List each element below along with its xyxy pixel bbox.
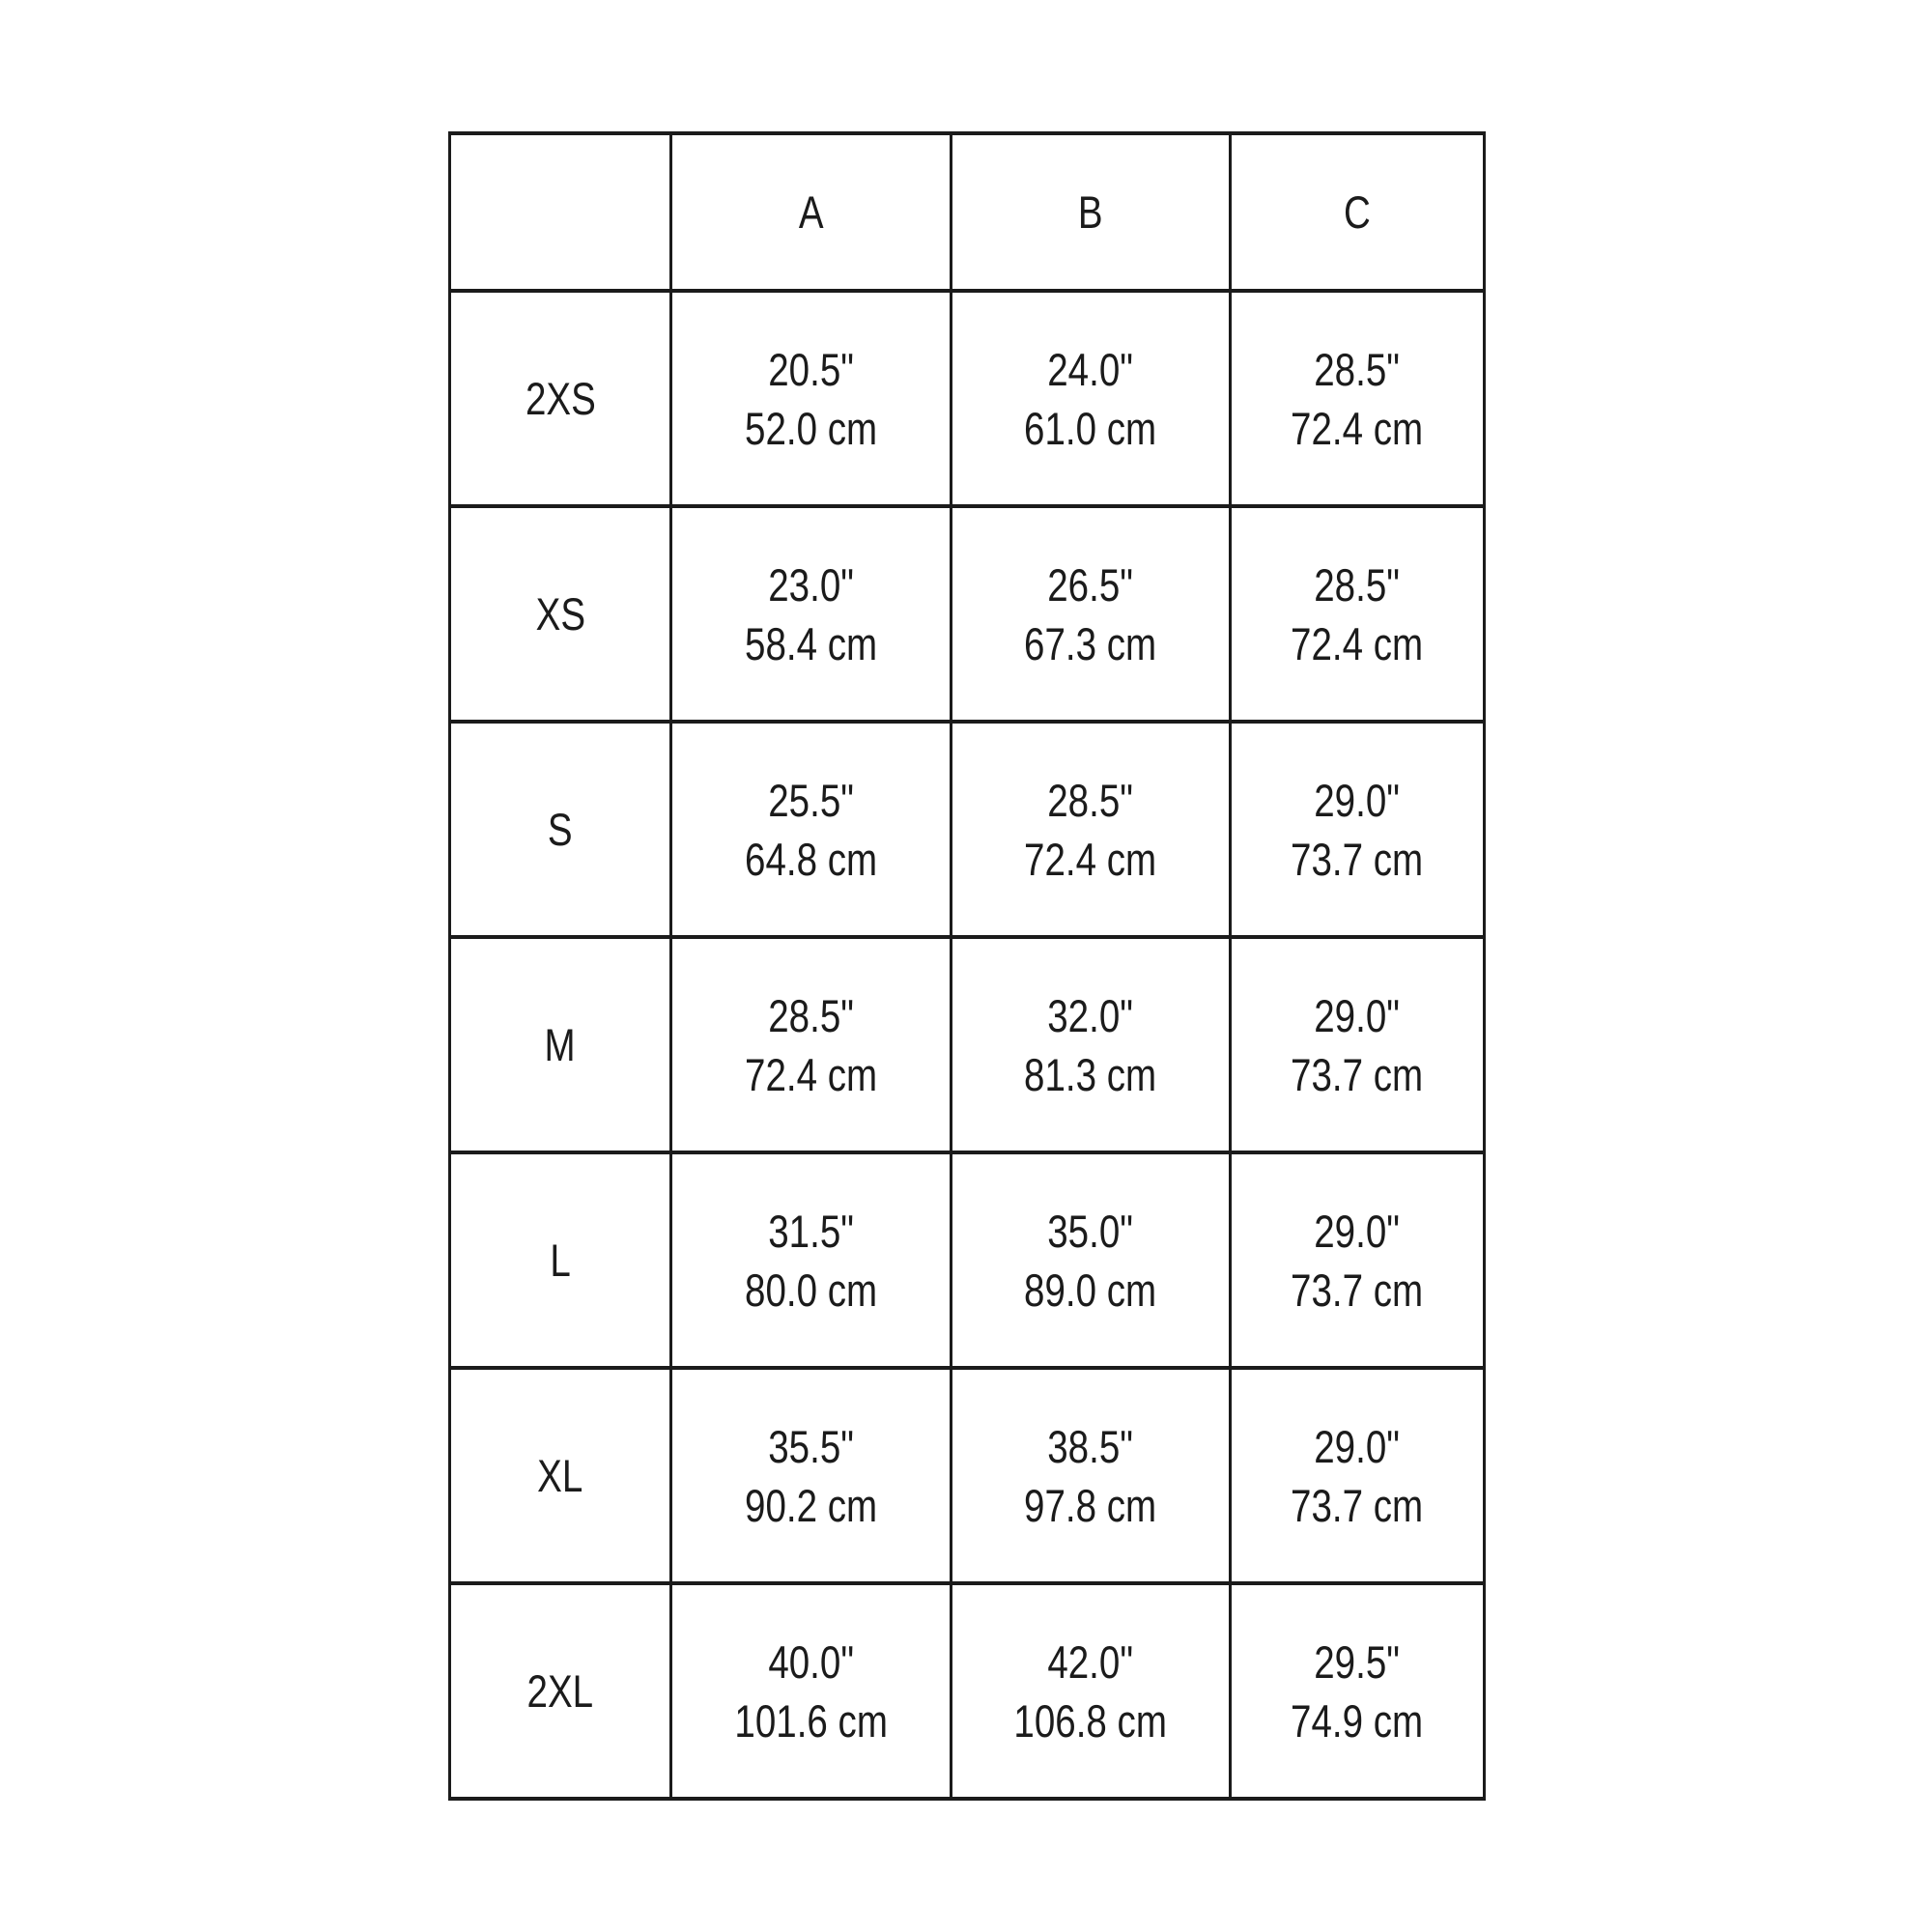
corner-cell [450, 133, 671, 291]
size-label: M [544, 1019, 577, 1070]
inches-value: 20.5" [768, 343, 854, 395]
cm-value: 89.0 cm [1024, 1264, 1157, 1316]
col-header-b [952, 133, 1231, 291]
measurement-cell [952, 1152, 1231, 1368]
inches-value: 29.0" [1314, 989, 1401, 1041]
size-label: XS [535, 588, 585, 639]
size-label: L [550, 1235, 571, 1286]
table-row-l [450, 1152, 1485, 1368]
measurement-cell [952, 937, 1231, 1152]
inches-value: 29.0" [1314, 1420, 1401, 1472]
measurement-text [1024, 340, 1156, 458]
cm-value: 73.7 cm [1291, 833, 1424, 885]
table-row-s [450, 722, 1485, 937]
col-header-b-label: B [1078, 186, 1103, 238]
cm-value: 73.7 cm [1291, 1479, 1424, 1531]
measurement-text [1291, 1417, 1423, 1535]
measurement-text [745, 555, 877, 673]
cm-value: 72.4 cm [744, 1048, 878, 1100]
cm-value: 72.4 cm [1024, 833, 1157, 885]
size-cell [450, 722, 671, 937]
measurement-cell [671, 291, 952, 506]
measurement-cell [671, 722, 952, 937]
measurement-cell [671, 506, 952, 722]
table-row-xs [450, 506, 1485, 722]
measurement-text [1291, 340, 1423, 458]
measurement-cell [1231, 1583, 1485, 1799]
measurement-cell [952, 291, 1231, 506]
cm-value: 106.8 cm [1013, 1694, 1168, 1747]
measurement-text [1024, 1202, 1156, 1320]
inches-value: 29.0" [1314, 1205, 1401, 1257]
inches-value: 35.0" [1047, 1205, 1134, 1257]
measurement-text [1291, 1633, 1423, 1750]
size-label: 2XS [525, 373, 596, 424]
table-row-m [450, 937, 1485, 1152]
inches-value: 28.5" [1314, 558, 1401, 611]
col-header-c-label: C [1344, 186, 1371, 238]
measurement-cell [952, 1368, 1231, 1583]
measurement-text [1024, 771, 1156, 889]
measurement-cell [952, 722, 1231, 937]
header-row [450, 133, 1485, 291]
inches-value: 40.0" [768, 1635, 854, 1688]
measurement-text [745, 340, 877, 458]
measurement-cell [952, 1583, 1231, 1799]
measurement-text [1291, 555, 1423, 673]
size-cell [450, 937, 671, 1152]
measurement-cell [1231, 937, 1485, 1152]
measurement-cell [671, 1583, 952, 1799]
measurement-text [1024, 1417, 1156, 1535]
cm-value: 73.7 cm [1291, 1264, 1424, 1316]
size-cell [450, 1583, 671, 1799]
measurement-text [1291, 986, 1423, 1104]
inches-value: 28.5" [1314, 343, 1401, 395]
measurement-cell [671, 937, 952, 1152]
col-header-a [671, 133, 952, 291]
inches-value: 23.0" [768, 558, 854, 611]
cm-value: 90.2 cm [744, 1479, 878, 1531]
cm-value: 61.0 cm [1024, 402, 1157, 454]
measurement-text [1014, 1633, 1168, 1750]
cm-value: 64.8 cm [744, 833, 878, 885]
cm-value: 72.4 cm [1291, 402, 1424, 454]
col-header-c [1231, 133, 1485, 291]
measurement-text [1024, 986, 1156, 1104]
inches-value: 24.0" [1047, 343, 1134, 395]
measurement-cell [1231, 722, 1485, 937]
inches-value: 38.5" [1047, 1420, 1134, 1472]
cm-value: 101.6 cm [734, 1694, 888, 1747]
measurement-cell [1231, 1152, 1485, 1368]
measurement-text [734, 1633, 888, 1750]
size-label: S [548, 804, 573, 855]
inches-value: 29.0" [1314, 774, 1401, 826]
cm-value: 67.3 cm [1024, 617, 1157, 669]
inches-value: 25.5" [768, 774, 854, 826]
cm-value: 80.0 cm [744, 1264, 878, 1316]
inches-value: 28.5" [1047, 774, 1134, 826]
cm-value: 97.8 cm [1024, 1479, 1157, 1531]
cm-value: 52.0 cm [744, 402, 878, 454]
size-cell [450, 1368, 671, 1583]
size-cell [450, 291, 671, 506]
cm-value: 81.3 cm [1024, 1048, 1157, 1100]
cm-value: 72.4 cm [1291, 617, 1424, 669]
measurement-text [1024, 555, 1156, 673]
inches-value: 26.5" [1047, 558, 1134, 611]
table-row-xl [450, 1368, 1485, 1583]
size-cell [450, 506, 671, 722]
size-label: 2XL [526, 1665, 594, 1717]
measurement-text [1291, 771, 1423, 889]
inches-value: 32.0" [1047, 989, 1134, 1041]
measurement-cell [671, 1368, 952, 1583]
measurement-text [745, 986, 877, 1104]
measurement-text [745, 771, 877, 889]
cm-value: 58.4 cm [744, 617, 878, 669]
table-row-2xs [450, 291, 1485, 506]
measurement-cell [1231, 291, 1485, 506]
size-label: XL [537, 1450, 583, 1501]
size-cell [450, 1152, 671, 1368]
size-chart-table [448, 131, 1486, 1801]
measurement-text [745, 1202, 877, 1320]
measurement-cell [952, 506, 1231, 722]
col-header-a-label: A [798, 186, 824, 238]
measurement-cell [671, 1152, 952, 1368]
measurement-cell [1231, 506, 1485, 722]
inches-value: 42.0" [1047, 1635, 1134, 1688]
inches-value: 31.5" [768, 1205, 854, 1257]
measurement-cell [1231, 1368, 1485, 1583]
inches-value: 28.5" [768, 989, 854, 1041]
cm-value: 74.9 cm [1291, 1694, 1424, 1747]
measurement-text [745, 1417, 877, 1535]
measurement-text [1291, 1202, 1423, 1320]
table-row-2xl [450, 1583, 1485, 1799]
inches-value: 35.5" [768, 1420, 854, 1472]
cm-value: 73.7 cm [1291, 1048, 1424, 1100]
inches-value: 29.5" [1314, 1635, 1401, 1688]
